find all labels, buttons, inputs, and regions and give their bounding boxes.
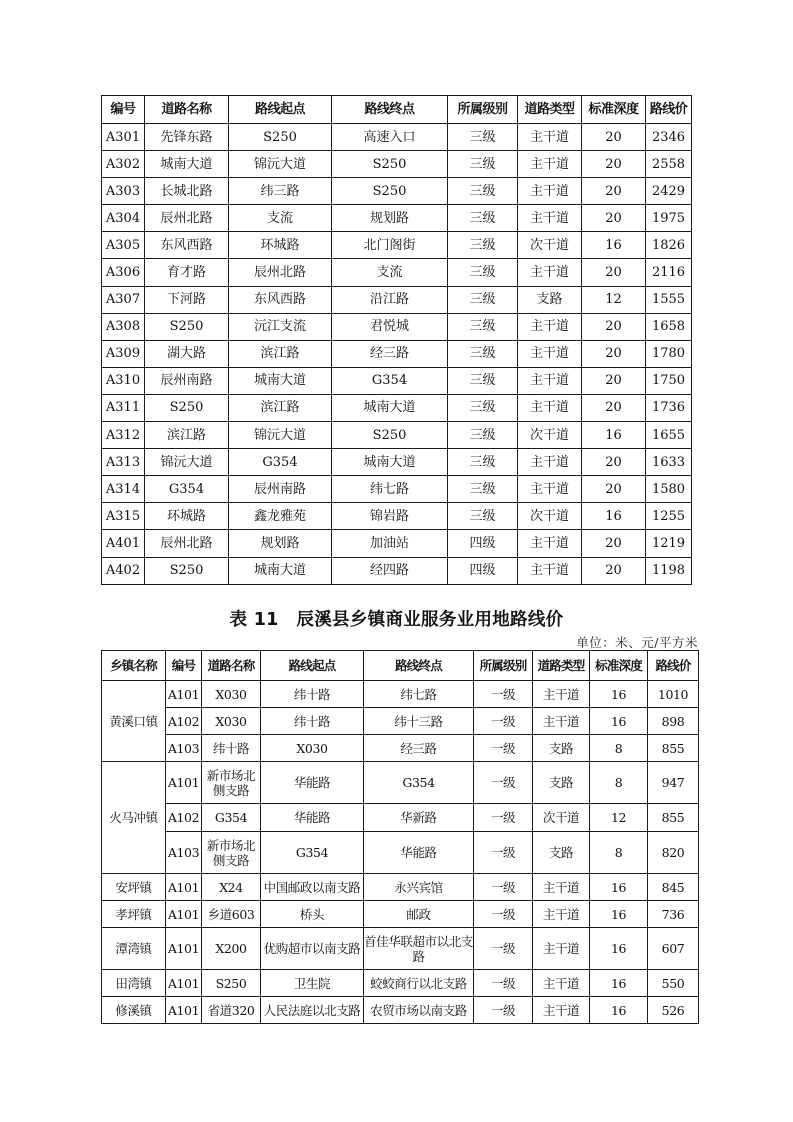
table-header-row bbox=[102, 96, 692, 124]
table-cell: 三级 bbox=[448, 394, 518, 421]
table-cell: 经三路 bbox=[332, 340, 448, 367]
header-cell: 所属级别 bbox=[448, 96, 518, 124]
table-cell: 三级 bbox=[448, 340, 518, 367]
table-cell: 锦沅大道 bbox=[229, 151, 332, 178]
table-cell: G354 bbox=[202, 804, 261, 832]
table-cell: 次干道 bbox=[518, 503, 582, 530]
header-cell: 路线起点 bbox=[229, 96, 332, 124]
table-cell: 优购超市以南支路 bbox=[261, 928, 364, 970]
table-cell: 16 bbox=[582, 503, 646, 530]
table-cell: 东风西路 bbox=[145, 232, 229, 259]
table-cell: 三级 bbox=[448, 232, 518, 259]
table-row bbox=[102, 928, 699, 970]
table-cell: 纬十三路 bbox=[364, 708, 474, 735]
table-cell: 锦沅大道 bbox=[229, 422, 332, 449]
table-cell: 16 bbox=[590, 901, 648, 928]
table-row bbox=[102, 476, 692, 503]
town-name-cell: 潭湾镇 bbox=[102, 928, 166, 970]
table-cell: A303 bbox=[102, 178, 145, 205]
table-cell: 主干道 bbox=[518, 557, 582, 584]
table-cell: 主干道 bbox=[518, 530, 582, 557]
table-row bbox=[102, 530, 692, 557]
table-cell: 滨江路 bbox=[145, 422, 229, 449]
table-cell: 855 bbox=[648, 804, 699, 832]
table-cell: 20 bbox=[582, 313, 646, 340]
table-cell: 主干道 bbox=[518, 449, 582, 476]
table-cell: 一级 bbox=[474, 804, 533, 832]
table-cell: A101 bbox=[166, 928, 202, 970]
table-cell: 城南大道 bbox=[229, 367, 332, 394]
table-cell: 省道320 bbox=[202, 997, 261, 1024]
table-cell: 育才路 bbox=[145, 259, 229, 286]
table-cell: 支路 bbox=[533, 832, 590, 874]
table-cell: A301 bbox=[102, 124, 145, 151]
table-cell: 农贸市场以南支路 bbox=[364, 997, 474, 1024]
table-cell: 16 bbox=[590, 681, 648, 708]
table-cell: 经四路 bbox=[332, 557, 448, 584]
table-cell: 主干道 bbox=[518, 313, 582, 340]
table-cell: 1580 bbox=[646, 476, 692, 503]
table-cell: 16 bbox=[590, 874, 648, 901]
header-cell: 编号 bbox=[166, 651, 202, 681]
table-cell: 主干道 bbox=[533, 681, 590, 708]
table-cell: 16 bbox=[590, 928, 648, 970]
table-cell: 人民法庭以北支路 bbox=[261, 997, 364, 1024]
table-cell: A101 bbox=[166, 901, 202, 928]
town-name-cell: 火马冲镇 bbox=[102, 762, 166, 874]
table-cell: 898 bbox=[648, 708, 699, 735]
table-row bbox=[102, 970, 699, 997]
table-cell: 环城路 bbox=[145, 503, 229, 530]
table-cell: 550 bbox=[648, 970, 699, 997]
table-cell: S250 bbox=[332, 151, 448, 178]
table-cell: A302 bbox=[102, 151, 145, 178]
table-cell: A304 bbox=[102, 205, 145, 232]
table-cell: 支路 bbox=[518, 286, 582, 313]
table-cell: 16 bbox=[582, 422, 646, 449]
table-cell: 下河路 bbox=[145, 286, 229, 313]
table-cell: S250 bbox=[229, 124, 332, 151]
table-cell: 947 bbox=[648, 762, 699, 804]
table-cell: A101 bbox=[166, 874, 202, 901]
header-cell: 标准深度 bbox=[590, 651, 648, 681]
table-cell: A305 bbox=[102, 232, 145, 259]
table-cell: 三级 bbox=[448, 503, 518, 530]
table-cell: 主干道 bbox=[518, 367, 582, 394]
table-row bbox=[102, 874, 699, 901]
table-cell: 一级 bbox=[474, 997, 533, 1024]
table-cell: 沅江支流 bbox=[229, 313, 332, 340]
table-cell: 16 bbox=[582, 232, 646, 259]
table-cell: 三级 bbox=[448, 205, 518, 232]
table-cell: A312 bbox=[102, 422, 145, 449]
table-cell: 1655 bbox=[646, 422, 692, 449]
table-cell: 1780 bbox=[646, 340, 692, 367]
table-cell: 锦岩路 bbox=[332, 503, 448, 530]
table-cell: 三级 bbox=[448, 151, 518, 178]
table-cell: 12 bbox=[582, 286, 646, 313]
table-cell: 三级 bbox=[448, 449, 518, 476]
table-cell: 纬三路 bbox=[229, 178, 332, 205]
table-body bbox=[102, 124, 692, 585]
table-cell: 新市场北侧支路 bbox=[202, 832, 261, 874]
table-cell: A314 bbox=[102, 476, 145, 503]
table-cell: 辰州南路 bbox=[229, 476, 332, 503]
header-cell: 道路类型 bbox=[518, 96, 582, 124]
table-cell: X030 bbox=[202, 681, 261, 708]
table-cell: 先锋东路 bbox=[145, 124, 229, 151]
header-cell: 道路类型 bbox=[533, 651, 590, 681]
table-cell: 三级 bbox=[448, 286, 518, 313]
table-cell: 四级 bbox=[448, 557, 518, 584]
table-cell: 20 bbox=[582, 124, 646, 151]
header-cell: 编号 bbox=[102, 96, 145, 124]
table-cell: A103 bbox=[166, 735, 202, 762]
table-cell: 规划路 bbox=[229, 530, 332, 557]
table-cell: 820 bbox=[648, 832, 699, 874]
table-cell: 2429 bbox=[646, 178, 692, 205]
table-header-row bbox=[102, 651, 699, 681]
table-cell: 16 bbox=[590, 970, 648, 997]
table-row bbox=[102, 997, 699, 1024]
table-cell: 乡道603 bbox=[202, 901, 261, 928]
table-cell: G354 bbox=[145, 476, 229, 503]
table-cell: 607 bbox=[648, 928, 699, 970]
table-row bbox=[102, 762, 699, 804]
table-cell: A315 bbox=[102, 503, 145, 530]
table-cell: 辰州南路 bbox=[145, 367, 229, 394]
table-cell: 主干道 bbox=[533, 901, 590, 928]
table-cell: 20 bbox=[582, 557, 646, 584]
table-cell: 三级 bbox=[448, 367, 518, 394]
table-cell: 8 bbox=[590, 735, 648, 762]
header-cell: 路线价 bbox=[646, 96, 692, 124]
table-cell: 次干道 bbox=[518, 422, 582, 449]
table-cell: 主干道 bbox=[518, 259, 582, 286]
header-cell: 标准深度 bbox=[582, 96, 646, 124]
table-cell: 卫生院 bbox=[261, 970, 364, 997]
table-cell: A402 bbox=[102, 557, 145, 584]
table-cell: 一级 bbox=[474, 708, 533, 735]
table-cell: 1010 bbox=[648, 681, 699, 708]
table-cell: 城南大道 bbox=[229, 557, 332, 584]
header-cell: 路线起点 bbox=[261, 651, 364, 681]
table-cell: A311 bbox=[102, 394, 145, 421]
table-cell: 东风西路 bbox=[229, 286, 332, 313]
header-cell: 路线价 bbox=[648, 651, 699, 681]
table-cell: 滨江路 bbox=[229, 340, 332, 367]
table-cell: 沿江路 bbox=[332, 286, 448, 313]
town-name-cell: 田湾镇 bbox=[102, 970, 166, 997]
table-row bbox=[102, 340, 692, 367]
table-cell: 华能路 bbox=[364, 832, 474, 874]
table-cell: 纬十路 bbox=[261, 708, 364, 735]
table-cell: 主干道 bbox=[533, 970, 590, 997]
table-cell: 20 bbox=[582, 449, 646, 476]
table-cell: 1750 bbox=[646, 367, 692, 394]
table-cell: 1219 bbox=[646, 530, 692, 557]
table-row bbox=[102, 394, 692, 421]
table-cell: 鑫龙雅苑 bbox=[229, 503, 332, 530]
table-cell: X200 bbox=[202, 928, 261, 970]
table-cell: 辰州北路 bbox=[145, 530, 229, 557]
table-cell: 纬七路 bbox=[332, 476, 448, 503]
table-cell: 环城路 bbox=[229, 232, 332, 259]
table-cell: 主干道 bbox=[518, 178, 582, 205]
table-cell: S250 bbox=[145, 557, 229, 584]
table-cell: 首佳华联超市以北支路 bbox=[364, 928, 474, 970]
table-cell: A101 bbox=[166, 970, 202, 997]
table-row bbox=[102, 804, 699, 832]
table-row bbox=[102, 259, 692, 286]
table-cell: 经三路 bbox=[364, 735, 474, 762]
table-cell: 君悦城 bbox=[332, 313, 448, 340]
table-cell: 次干道 bbox=[518, 232, 582, 259]
table-cell: 辰州北路 bbox=[229, 259, 332, 286]
table-cell: 526 bbox=[648, 997, 699, 1024]
table-row bbox=[102, 422, 692, 449]
table-row bbox=[102, 735, 699, 762]
table-cell: 高速入口 bbox=[332, 124, 448, 151]
table-cell: A310 bbox=[102, 367, 145, 394]
table-cell: 支路 bbox=[533, 762, 590, 804]
table-cell: 20 bbox=[582, 367, 646, 394]
table-cell: 湖大路 bbox=[145, 340, 229, 367]
header-cell: 路线终点 bbox=[364, 651, 474, 681]
table-cell: 邮政 bbox=[364, 901, 474, 928]
table-row bbox=[102, 449, 692, 476]
table-cell: A101 bbox=[166, 997, 202, 1024]
table-cell: S250 bbox=[145, 394, 229, 421]
table-cell: 一级 bbox=[474, 735, 533, 762]
table-cell: 锦沅大道 bbox=[145, 449, 229, 476]
table-cell: 三级 bbox=[448, 178, 518, 205]
table-cell: 16 bbox=[590, 997, 648, 1024]
table-cell: 主干道 bbox=[518, 124, 582, 151]
table-cell: G354 bbox=[332, 367, 448, 394]
table-cell: 北门阁街 bbox=[332, 232, 448, 259]
table-cell: G354 bbox=[364, 762, 474, 804]
table-row bbox=[102, 708, 699, 735]
unit-note: 单位：米、元/平方米 bbox=[576, 635, 698, 650]
table-cell: 主干道 bbox=[518, 205, 582, 232]
table-cell: S250 bbox=[145, 313, 229, 340]
table-cell: 主干道 bbox=[533, 874, 590, 901]
table-row bbox=[102, 124, 692, 151]
table-cell: 支流 bbox=[229, 205, 332, 232]
table-cell: 主干道 bbox=[518, 340, 582, 367]
table-cell: 一级 bbox=[474, 681, 533, 708]
table-row bbox=[102, 557, 692, 584]
table-cell: 一级 bbox=[474, 762, 533, 804]
table-cell: 主干道 bbox=[518, 394, 582, 421]
town-name-cell: 修溪镇 bbox=[102, 997, 166, 1024]
table-cell: 2116 bbox=[646, 259, 692, 286]
table-cell: 纬十路 bbox=[202, 735, 261, 762]
header-cell: 所属级别 bbox=[474, 651, 533, 681]
table-cell: A102 bbox=[166, 708, 202, 735]
table-cell: 支流 bbox=[332, 259, 448, 286]
table-cell: 四级 bbox=[448, 530, 518, 557]
road-price-table-county bbox=[101, 95, 692, 585]
table-cell: 辰州北路 bbox=[145, 205, 229, 232]
table-cell: 主干道 bbox=[533, 997, 590, 1024]
table-cell: 三级 bbox=[448, 476, 518, 503]
table-cell: 20 bbox=[582, 394, 646, 421]
table-cell: 永兴宾馆 bbox=[364, 874, 474, 901]
table-body bbox=[102, 681, 699, 1024]
table-cell: A306 bbox=[102, 259, 145, 286]
table-cell: X24 bbox=[202, 874, 261, 901]
table-cell: 中国邮政以南支路 bbox=[261, 874, 364, 901]
table-cell: 一级 bbox=[474, 874, 533, 901]
table-cell: 2558 bbox=[646, 151, 692, 178]
table-cell: A313 bbox=[102, 449, 145, 476]
table-row bbox=[102, 832, 699, 874]
table-title: 表 11 辰溪县乡镇商业服务业用地路线价 bbox=[229, 610, 564, 630]
table-cell: 1736 bbox=[646, 394, 692, 421]
table-cell: 桥头 bbox=[261, 901, 364, 928]
table-cell: 20 bbox=[582, 205, 646, 232]
table-cell: 20 bbox=[582, 151, 646, 178]
table-cell: 一级 bbox=[474, 901, 533, 928]
table-cell: A101 bbox=[166, 762, 202, 804]
table-row bbox=[102, 681, 699, 708]
table-cell: 长城北路 bbox=[145, 178, 229, 205]
table-cell: 华能路 bbox=[261, 762, 364, 804]
table-cell: 次干道 bbox=[533, 804, 590, 832]
table-cell: S250 bbox=[332, 422, 448, 449]
header-cell: 道路名称 bbox=[145, 96, 229, 124]
table-cell: 城南大道 bbox=[145, 151, 229, 178]
table-cell: 736 bbox=[648, 901, 699, 928]
table-cell: A401 bbox=[102, 530, 145, 557]
table-cell: 2346 bbox=[646, 124, 692, 151]
table-cell: 1633 bbox=[646, 449, 692, 476]
table-row bbox=[102, 205, 692, 232]
table-cell: 20 bbox=[582, 178, 646, 205]
table-cell: 855 bbox=[648, 735, 699, 762]
table-cell: A102 bbox=[166, 804, 202, 832]
table-cell: X030 bbox=[261, 735, 364, 762]
table-cell: 1658 bbox=[646, 313, 692, 340]
table-cell: 华能路 bbox=[261, 804, 364, 832]
table-cell: 三级 bbox=[448, 422, 518, 449]
table-cell: 20 bbox=[582, 530, 646, 557]
table-cell: A307 bbox=[102, 286, 145, 313]
table-cell: 16 bbox=[590, 708, 648, 735]
table-cell: 1555 bbox=[646, 286, 692, 313]
table-cell: 一级 bbox=[474, 832, 533, 874]
table-cell: 三级 bbox=[448, 124, 518, 151]
table-cell: 1255 bbox=[646, 503, 692, 530]
table-cell: A101 bbox=[166, 681, 202, 708]
table-cell: 20 bbox=[582, 340, 646, 367]
table-cell: 纬七路 bbox=[364, 681, 474, 708]
table-cell: S250 bbox=[202, 970, 261, 997]
header-cell: 道路名称 bbox=[202, 651, 261, 681]
table-cell: 主干道 bbox=[533, 708, 590, 735]
header-cell: 乡镇名称 bbox=[102, 651, 166, 681]
table-cell: 三级 bbox=[448, 259, 518, 286]
table-cell: 城南大道 bbox=[332, 394, 448, 421]
town-name-cell: 孝坪镇 bbox=[102, 901, 166, 928]
table-cell: 主干道 bbox=[533, 928, 590, 970]
table-row bbox=[102, 367, 692, 394]
road-price-table-towns bbox=[101, 650, 699, 1024]
table-cell: 城南大道 bbox=[332, 449, 448, 476]
table-cell: 纬十路 bbox=[261, 681, 364, 708]
table-row bbox=[102, 178, 692, 205]
table-cell: 1198 bbox=[646, 557, 692, 584]
table-cell: 1975 bbox=[646, 205, 692, 232]
table-cell: 一级 bbox=[474, 970, 533, 997]
table-cell: 规划路 bbox=[332, 205, 448, 232]
table-cell: 主干道 bbox=[518, 476, 582, 503]
table-cell: 8 bbox=[590, 832, 648, 874]
table-cell: A103 bbox=[166, 832, 202, 874]
header-cell: 路线终点 bbox=[332, 96, 448, 124]
table-row bbox=[102, 313, 692, 340]
table-row bbox=[102, 151, 692, 178]
table-cell: G354 bbox=[229, 449, 332, 476]
table-cell: 8 bbox=[590, 762, 648, 804]
table-row bbox=[102, 901, 699, 928]
town-name-cell: 安坪镇 bbox=[102, 874, 166, 901]
table-cell: A309 bbox=[102, 340, 145, 367]
table-cell: A308 bbox=[102, 313, 145, 340]
table-cell: 蛟蛟商行以北支路 bbox=[364, 970, 474, 997]
table-row bbox=[102, 503, 692, 530]
table-cell: 主干道 bbox=[518, 151, 582, 178]
table-cell: S250 bbox=[332, 178, 448, 205]
table-cell: 12 bbox=[590, 804, 648, 832]
town-name-cell: 黄溪口镇 bbox=[102, 681, 166, 762]
table-cell: 加油站 bbox=[332, 530, 448, 557]
table-cell: 1826 bbox=[646, 232, 692, 259]
table-cell: 新市场北侧支路 bbox=[202, 762, 261, 804]
table-cell: 华新路 bbox=[364, 804, 474, 832]
table-cell: 滨江路 bbox=[229, 394, 332, 421]
table-row bbox=[102, 286, 692, 313]
table-row bbox=[102, 232, 692, 259]
table-cell: X030 bbox=[202, 708, 261, 735]
table-cell: G354 bbox=[261, 832, 364, 874]
table-cell: 845 bbox=[648, 874, 699, 901]
table-cell: 一级 bbox=[474, 928, 533, 970]
table-cell: 三级 bbox=[448, 313, 518, 340]
table-cell: 20 bbox=[582, 476, 646, 503]
table-cell: 20 bbox=[582, 259, 646, 286]
table-cell: 支路 bbox=[533, 735, 590, 762]
